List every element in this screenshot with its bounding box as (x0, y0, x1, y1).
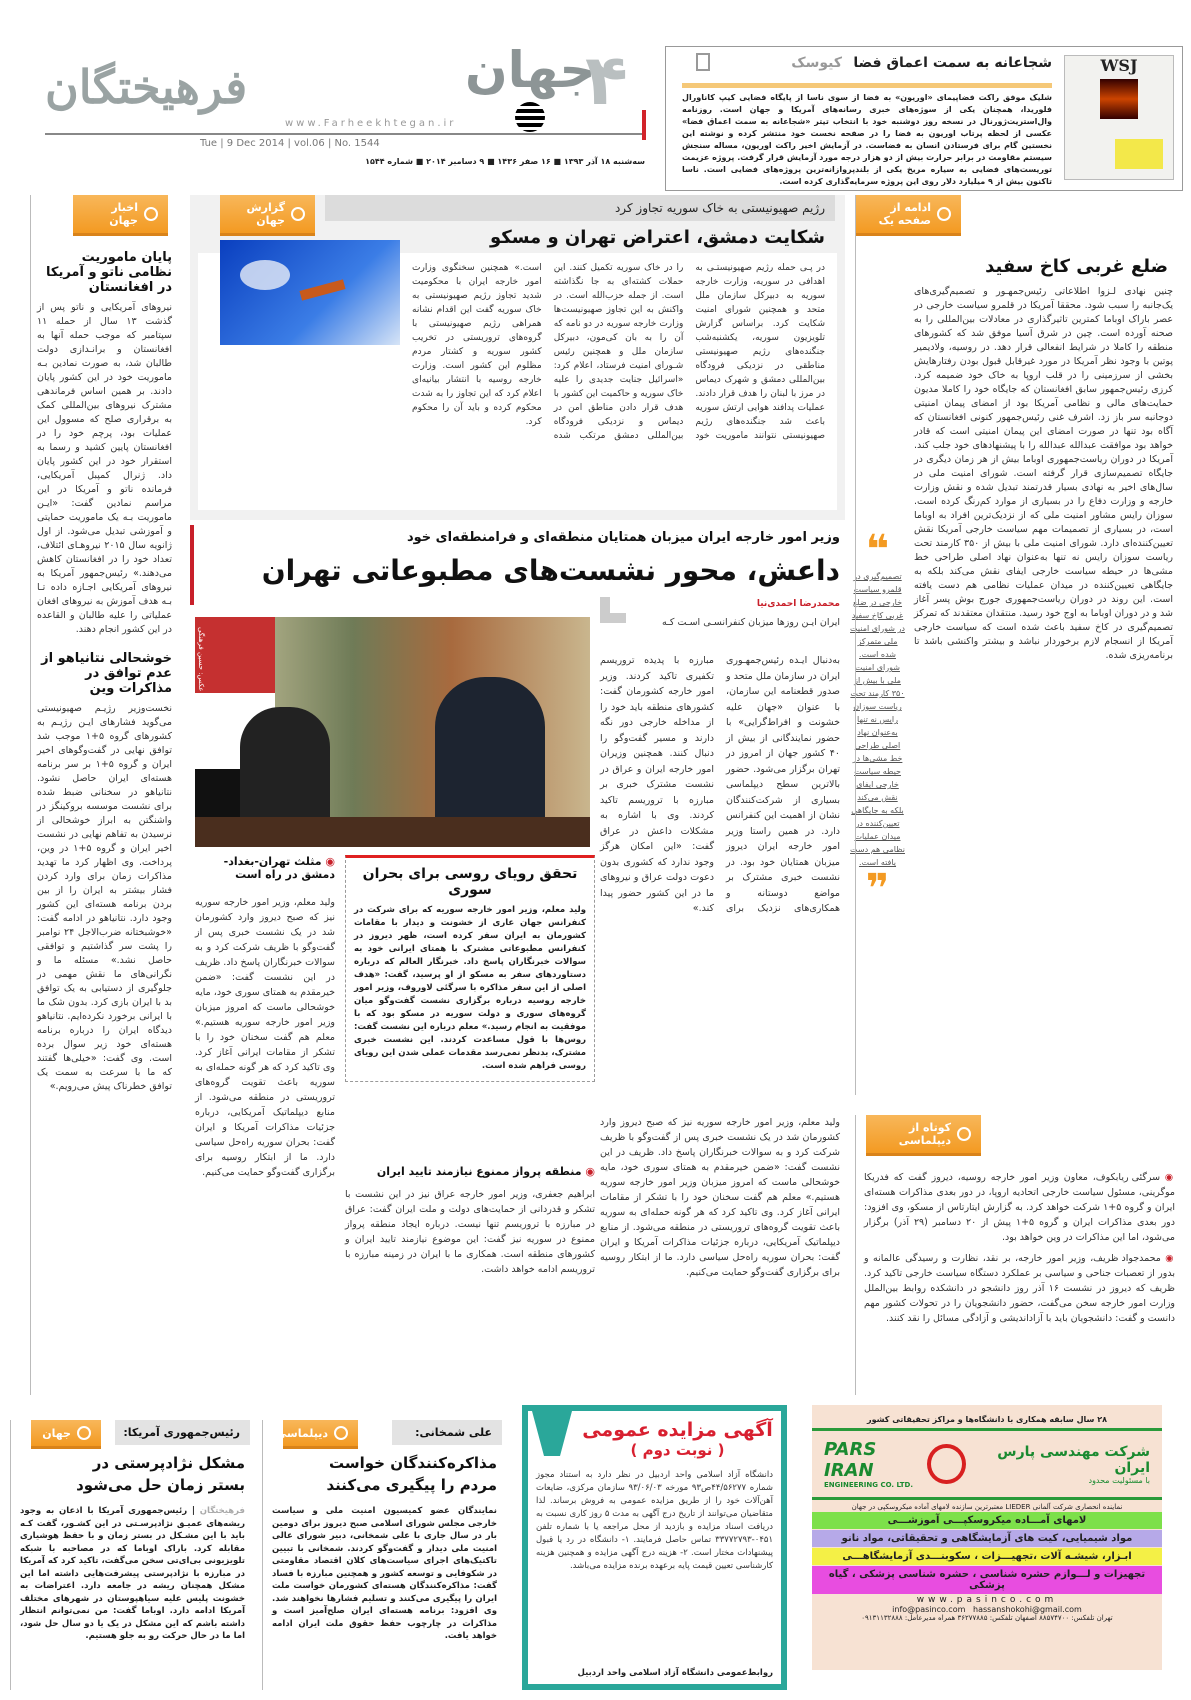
quote-close-icon: ❞ (865, 866, 890, 912)
article-title: پایان ماموریت نظامی ناتو و آمریکا در افغانستان (46, 250, 172, 295)
kiosk-title: شجاعانه به سمت اعماق فضا (853, 55, 1052, 71)
continued-tag: ادامه از صفحه یک (856, 195, 961, 236)
article-body: چنین نهادی لـزوا اطلاعاتی رئیس‌جمهـور و تصمیم‌گیری‌های یک‌جانبه را سبب شود. محققا آمریکا در قلمرو سیاست خارجی در عصر باراک اوباما کمترین تاثیرگذاری در معادلات بین‌المللی را به صحنه آورده است. چین در شرق آسیا موفق شد که کشورهای منطقه را کاملا در شرایط انفعالی قرار دهد. در روسیه، ولادیمیر پوتین با وجود نظر آمریکا در مورد غیرقابل قبول بودن رفتارهایش بخشی از سرزمینی را در قلب اروپا به خاک خود ضمیمه کرد. کرزی رئیس‌جمهور سابق افغانستان که جایگاه خود را کاملا مدیون حمایت‌های مالی و نظامی آمریکا بود از امضای پیمان امنیتی دوجانبه سر باز زد. اشرف غنی رئیس‌جمهور کنونی افغانستان که آگاه بود تنها در صورت امضای این پیمان امنیتی است که قادر خواهد بود موافقت عبدالله عبدالله را با پیشنهادهای خود جلب کند. آمریکا در دوران ریاست‌جمهوری اوباما بیش از هر زمان دیگری در جایگاه تصمیم‌سازی قرار گرفته است. شورای امنیت ملی در سال‌های اخیر به نهادی بسیار قدرتمند تبدیل شده و نقش وزارت خارجه و وزارت دفاع را در بسیاری از موارد کم‌رنگ کرده است. سوزان رایس مشاور امنیت ملی که از نزدیک‌ترین افراد به اوباما است، در بسیاری از تصمیمات مهم سیاست خارجی آمریکا نقش تعیین‌کننده‌ای دارد. شورای امنیت ملی با بیش از ۳۵۰ کارمند تحت ریاست سوزان رایس نه تنها به‌عنوان نهاد اصلی طراحی خط مشی‌ها در حیطه سیاست خارجی ایفای نقش می‌کند بلکه به جایگاهی تعیین‌کننده در میدان عملیات نظامی هم دست یافته است. این روند در دوران ریاست‌جمهوری جورج بوش پسر آغاز شد و در دوران اوباما به اوج خود رسید. منتقدان معتقدند که تمرکز تصمیم‌گیری در کاخ سفید باعث شده است که سیاست خارجی آمریکا از انسجام لازم برخوردار نباشد و بیشتر واکنشی باشد تا برنامه‌ریزی شده. (914, 286, 1173, 661)
brief-item: ◉ سرگئی ریابکوف، معاون وزیر امور خارجه روسیه، دیروز گفت که فدریکا موگرینی، مسئول سیاست خارجی اتحادیه اروپا، در دور بعدی مذاکرات هسته‌ای ایران و گروه ۵+۱ شرکت خواهد کرد. به گزارش ایتارتاس از مسکو، وی افزود: دور بعدی مذاکرات ایران و گروه ۵+۱ پیش از ۲۰ دسامبر (۲۹ آذر) برگزار می‌شود، اما این مذاکرات در وین خواهد بود. (864, 1172, 1175, 1243)
ad-footer: روابط‌عمومی دانشگاه آزاد اسلامی واحد اردبیل (577, 1668, 773, 1678)
report-kicker: رژیم صهیونیستی به خاک سوریه تجاوز کرد (325, 195, 835, 221)
photo-credit: عکس: حسین فرهنگی (197, 627, 205, 692)
newspaper-thumbnail: WSJ (1064, 55, 1174, 180)
ad-product-line: مواد شیمیایی، کیت های آزمایشگاهی و تحقیقاتی، مواد نانو (812, 1530, 1162, 1547)
section-title: جهان (465, 41, 596, 99)
quote-open-icon: ❝ (865, 527, 890, 573)
box-body: ولید معلم، وزیر امور خارجه سوریه که برای شرکت در کنفرانس جهان عاری از خشونت و دیدار با مقامات کشورمان به ایران سفر کرده است، ظهر دیروز در کنفرانس مطبوعاتی مشترک با همتای ایرانی خود به سوالات خبرنگاران پاسخ داد. خبرنگار العالم که درباره دستاوردهای سفر به مسکو از او پرسید، گفت: «هدف اصلی از این سفر مذاکره با سرگئی لاوروف، وزیر امور خارجه روسیه درباره برگزاری نشست گفت‌وگو میان گروه‌های سوری و دولت سوریه در مسکو بود که با موفقیت به انجام رسید.» معلم درباره این نشست گفت: روس‌ها با قول مساعدت کردند. این نشست خبری مشترک، بدنظر نمی‌رسد مقدمات عملی شدن این رویای روسی فراهم شده است. (354, 905, 586, 1071)
ad-body: دانشگاه آزاد اسلامی واحد اردبیل در نظر دارد به استناد مجوز شماره ۴۴/۵۶۲۷۷ص۹۳ مورخه ۹۳/۰۶/۰۳ سازمان مرکزی، ضایعات آهن‌آلات خود را از طریق مزایده عمومی به فروش برساند. لذا متقاضیان می‌توانند از تاریخ درج آگهی به مدت ۵ روز کاری نسبت به دریافت اسناد مزایده و بازدید از محل مراجعه یا با شماره تلفن ۰۴۵۱-۳۳۷۷۲۷۹۳ تماس حاصل فرمایند. ۱- دانشگاه در رد یا قبول پیشنهادات مختار است. ۲- هزینه درج آگهی مزایده و همچنین هزینه کارشناسی تعیین قیمت پایه برعهده برنده مزایده می‌باشد. (536, 1470, 774, 1571)
story-lead: ایران ایـن روزها میزبان کنفرانسـی اسـت کـه (662, 617, 840, 628)
white-house-article (855, 195, 1183, 1095)
kiosk-box (665, 46, 1183, 191)
diplomacy-brief (855, 1115, 1183, 1395)
brief-item: ◉ محمدجواد ظریف، وزیر امور خارجه، بر نقد، نظارت و رسیدگی عالمانه و بدور از تعصبات جناحی و سیاسی بر عملکرد دستگاه سیاست خارجی تاکید کرد. ظریف که دیروز در نشست ۱۶ آذر روز دانشجو در دانشکده روابط بین‌الملل وزارت امور خارجه سخن می‌گفت، حضور دانشجویان را در تحولات کشور مهم دانست و گفت: دانشجویان باید با آزاداندیشی و آزادگی مسائل را نقد کنند. (864, 1253, 1175, 1324)
globe-icon (144, 207, 158, 221)
ad-title: آگهی مزایده عمومی (582, 1419, 773, 1441)
chevron-icon: ◉ (1160, 1253, 1175, 1264)
story-body: به‌دنبال ایـده رئیس‌جمهـوری ایران در سازمان ملل متحد و صدور قطعنامه این سازمان، با عنوان «جهان علیه خشونت و افراط‌گرایی» با حضور نمایندگانی از بیش از ۴۰ کشور جهان از امروز در تهران برگزار می‌شود. حضور بالاترین سطح دیپلماسی بسیاری از شرکت‌کنندگان نشان از اهمیت این کنفرانس دارد. در همین راستا وزیر امور خارجه ایران دیروز میزبان همتایان خود بود. در نشست خبری مشترک بر مواضع دوستانه و همکاری‌های نزدیک برای مبارزه با پدیده تروریسم تکفیری تاکید کردند. وزیر امور خارجه کشورمان گفت: کشورهای منطقه باید خود را از مداخله خارجی دور نگه دارند و مسیر گفت‌وگو را دنبال کنند. همچنین وزیران امور خارجه ایران و عراق در نشست مشترک خبری بر مبارزه با تروریسم تاکید کردند. وی با اشاره به مشکلات داعش در عراق گفت: «این امکان هرگز وجود ندارد که کشوری بدون دعوت دولت عراق و نیروهای ما در این کشور حضور پیدا کند.» (600, 655, 840, 914)
story-body-cont: ولید معلم، وزیر امور خارجه سوریه نیز که صبح دیروز وارد کشورمان شد در یک نشست خبری پس از گفت‌وگو با ظریف شرکت کرد و به سوالات خبرنگاران پاسخ داد. ظریف در این نشست گفت: «ضمن خیرمقدم به همتای سوری خود، مایه خوشحالی ماست که امروز میزبان وزیر امور خارجه سوریه هستیم.» معلم هم گفت سخنان خود را با تشکر از مقامات ایرانی آغاز کرد. وی تاکید کرد که هر گونه حمله‌ای به سوریه باعث تقویت گروه‌های تروریستی در منطقه می‌شود. از منابع دیپلماتیک آمریکایی، درباره جزئیات مذاکرات آمریکا و ایران گفت: بحران سوریه راه‌حل سیاسی دارد. ما از ابتکار روسیه برای برگزاری گفت‌وگو حمایت می‌کنیم. (600, 1117, 840, 1278)
article-title: خوشحالی نتانیاهو از عدم توافق در مذاکرات وین (41, 651, 172, 696)
report-body: در پـی حمله رژیم صهیونیستـی به اهدافی در سوریه، وزارت خارجه سوریه به دبیرکل سازمان ملل متحد و همچنین شورای امنیت شکایت کرد. براساس گزارش تلویزیون سوریه، یکشنبه‌شب جنگنده‌های رژیم صهیونیستی مناطقی در نزدیکی فرودگاه بین‌المللی دمشق و شهرک دیماس در مرز با لبنان را هدف قرار دادند. عملیات پدافند هوایی ارتش سوریه باعث شد جنگنده‌های رژیم صهیونیستی نتوانند ماموریت خود را در خاک سوریه تکمیل کنند. این حملات کشته‌ای به جا نگذاشته است. از جمله حزب‌الله است. در واکنش به این تجاوز صهیونیست‌ها وزارت خارجه سوریه در دو نامه که آن را به بان کی‌مون، دبیرکل سازمان ملل و همچنین رئیس شـورای امنیت فرستاد، اعلام کرد: «اسرائیل جنایت جدیدی را علیه خاک سوریه و حاکمیت این کشور با هدف قرار دادن مناطق امن در دیماس و نزدیکی فرودگاه بین‌المللی دمشق مرتکب شده است.» همچنین سخنگوی وزارت امور خارجه ایران با محکومیت شدید تجاوز رژیم صهیونیستی به خاک سوریه گفت این اقدام نشانه همراهی رژیم صهیونیستی با گروه‌های تروریستی در تخریب کشور سوریه و کشتار مردم مظلوم این کشور است. وزارت خارجه روسیه با انتشار بیانیه‌ای اعلام کرد که این تجاوز را به شدت محکوم کرده و باید آن را محکوم کرد. (412, 263, 825, 441)
box-title: تحقق رویای روسی برای بحران سوری (362, 866, 578, 898)
main-story (190, 525, 845, 1395)
article-title: ضلع غربی کاخ سفید (985, 256, 1168, 277)
world-news-tag: اخبار جهان (73, 195, 168, 236)
website-url: www.Farheekhtegan.ir (285, 118, 457, 129)
article-body: فرهیختگان | رئیس‌جمهوری آمریکا با اذعان به وجود ریشه‌های عمیـق نژادپرسـتی در این کشـور، گفت کـه باید با این مشـکل در بستر زمان و با حفظ هوشیاری مقابله کرد. باراک اوباما که در مصاحبه با شبکه تلویزیونی بی‌ای‌تی سخن می‌گفت، تاکید کرد که آمریکا در مبارزه با نژادپرستی پیشرفت‌هایی داشته اما این مشکل همچنان ریشه در جامعه دارد. اعتراضات به خشونت پلیس علیه سیاهپوستان در شهرهای مختلف آمریکا ادامه دارد. اوباما گفت: من نمی‌توانم انتظار داشته باشم که این مشکل در یک یا دو سال حل شود، اما ما در حال حرکت رو به جلو هستیم. (20, 1506, 245, 1641)
byline: محمدرضا احمدی‌نیا (756, 599, 840, 609)
pars-iran-logo (927, 1444, 966, 1484)
subhead-1-body: ولید معلم، وزیر امور خارجه سوریه نیز که صبح دیروز وارد کشورمان شد در یک نشست خبری پس از گفت‌وگو با ظریف شرکت کرد و به سوالات خبرنگاران پاسخ داد. ظریف در این نشست گفت: «ضمن خیرمقدم به همتای سوری خود، مایه خوشحالی ماست که امروز میزبان وزیر امور خارجه سوریه هستیم.» معلم هم گفت سخنان خود را با تشکر از مقامات ایرانی آغاز کرد. وی تاکید کرد که هر گونه حمله‌ای به سوریه باعث تقویت گروه‌های تروریستی در منطقه می‌شود. از منابع دیپلماتیک آمریکایی، درباره جزئیات مذاکرات آمریکا و ایران گفت: بحران سوریه راه‌حل سیاسی دارد. ما از ابتکار روسیه برای برگزاری گفت‌وگو حمایت می‌کنیم. (195, 897, 335, 1178)
university-logo (532, 1411, 572, 1456)
article-title: مشکل نژادپرستی در بستر زمان حل می‌شود (76, 1454, 245, 1494)
bottom-world: جهان رئیس‌جمهوری آمریکا: مشکل نژادپرستی در بستر زمان حل می‌شود فرهیختگان | رئیس‌جمهوری آمریکا با اذعان به وجود ریشه‌های عمیـق نژادپرسـتی در این کشـور، گفت کـه باید با این مشـکل در بستر زمان و با حفظ هوشیاری مقابله کرد. باراک اوباما که در مصاحبه با شبکه تلویزیونی بی‌ای‌تی سخن می‌گفت، تاکید کرد که آمریکا در مبارزه با نژادپرستی پیشرفت‌هایی داشته اما این مشکل همچنان ریشه در جامعه دارد. اعتراضات به خشونت پلیس علیه سیاهپوستان در شهرهای مختلف آمریکا ادامه دارد. اوباما گفت: من نمی‌توانم انتظار داشته باشم که این مشکل در یک یا دو سال حل شود، اما ما در حال حرکت رو به جلو هستیم. (10, 1420, 250, 1690)
main-photo (195, 617, 590, 847)
jet-photo (220, 240, 400, 345)
kiosk-body: شلیک موفق راکت فضاپیمای «اوریون» به فضا از سوی ناسا از پایگاه فضایی کیپ کاناورال فلوریدا، همچنان یکی از سوژه‌های خبری رسانه‌های آمریکا و جهان است. روزنامه وال‌استریت‌ژورنال در نسخه روز دوشنبه خود با انتخاب تیتر «شجاعانه به سمت اعماق فضا» عکسی از لحظه پرتاب اوریون به فضا را در صفحه نخست خود منتشر کرده و نوشته این نخستین گام برای فرستادن انسان به فضاست. در آزمایش اخیر راکت اوریون، مساله سنجش سیستم مقاومت در برابر حرارت بیش از دو هزار درجه مورد آزمایش قرار گرفت. پروژه عزیمت توریست‌های فضایی به سیاره مریخ یکی از بلندپروازانه‌ترین پروژه‌های فضایی است. ناسا تاکنون بیش از ۹ میلیارد دلار روی این پروژه سرمایه‌گذاری کرده است. (682, 93, 1052, 186)
world-news-column (30, 195, 178, 1395)
pars-iran-ad: ۲۸ سال سابقه همکاری با دانشگاه‌ها و مراکز تحقیقاتی کشور PARS IRAN ENGINEERING CO. LTD. شرکت مهندسی پارس ایران با مسئولیت محدود نماینده انحصاری شرکت آلمانی LIEDER معتبرترین سازنده لامهای آماده میکروسکپی در جهان لامهای آمـــاده میکروسکپـــی آموزشـــی مواد شیمیایی، کیت های آزمایشگاهی و تحقیقاتی، مواد نانو ابـزار، شیشـه آلات ،تجهیـــزات ، سکوبنـــدی آزمایشگاهـــی تجهیزات و لـــوازم حشره شناسی ، حشره شناسی پزشکی ، گیاه پزشکی www.pasinco.com info@pasinco.com hassanshokohi@gmail.com تهران تلفکس: ۸۸۵۷۴۷۰۰ اصفهان تلفکس: ۳۶۲۷۷۸۸۵ همراه مدیرعامل: ۰۹۱۳۱۱۳۲۸۸۸ (812, 1405, 1162, 1670)
report-title: شکایت دمشق، اعتراض تهران و مسکو (489, 227, 825, 248)
chevron-icon: ◉ (321, 855, 335, 868)
article-body: نخست‌وزیر رژیـم صهیونیستی می‌گوید فشارهای ایـن رژیـم به کشورهای گروه ۵+۱ موجب شد توافق نهایی در گفت‌وگوهای اخیر ایران و گروه ۵+۱ بر سر برنامه هسته‌ای ایران حاصل نشود. نتانیاهو در سخنانی ضبط شده برای نشست موسسه بروکینگز در واشنگتن به ابراز خوشحالی از نرسیدن به تفاهم نهایی در نشست اخیر ایران و گروه ۵+۱ در وین، پرداخت. وی اظهار کرد ما تهدید مذاکرات زمان برای وارد کردن فشار بیشتر به ایران را از بین بردن برنامه هسته‌ای این کشور وجود دارد. نتانیاهو در ادامه گفت: «خوشبختانه ضرب‌الاجل ۲۴ نوامبر را پشت سر گذاشتیم و توافقی حاصل نشد.» مسئله ما و نگرانی‌های ما نقش مهمی در جلوگیری از دستیابی به یک توافق بد با ایران بازی کرد. بدون شک ما با ایرانی برخورد نکرده‌ایم. نتانیاهو دیدگاه ایران را درباره برنامه هسته‌ای خود زیر سوال برده است. وی گفت: «خیلی‌ها گفتند که ما با سرعت به سمت یک توافق خطرناک پیش می‌رویم.» (37, 703, 173, 1092)
chevron-icon: ◉ (1160, 1172, 1175, 1183)
bottom-diplomacy: دیپلماسی علی شمخانی: مذاکره‌کنندگان خواست مردم را پیگیری می‌کنند نمایندگان عضو کمیسیون امنیت ملی و سیاست خارجی مجلس شورای اسلامی صبح دیروز برای دومین بار در سال جاری با علی شمخانی، دبیر شورای عالی امنیت ملی دیدار و گفت‌وگو کردند. شمخانی با تبیین تاکتیک‌های اجرای سیاست‌های کلان اقتصاد مقاومتی در شکوفایی و توسعه کشور و همچنین مبارزه با فساد گفت: مذاکره‌کنندگان هسته‌ای کشورمان خواست ملت ایران را پیگیری می‌کنند و تسلیم فشارها نخواهند شد. وی افزود: برنامه هسته‌ای ایران صلح‌آمیز است و مذاکرات در چارچوب حفظ حقوق ملت ایران ادامه خواهد یافت. (262, 1420, 502, 1690)
brand-english: PARS IRAN (824, 1439, 877, 1481)
story-kicker: وزیر امور خارجه ایران میزبان همتایان منطقه‌ای و فرامنطقه‌ای خود (406, 530, 840, 545)
brand-persian: شرکت مهندسی پارس ایران (997, 1443, 1150, 1476)
date-persian: سه‌شنبه ۱۸ آذر ۱۳۹۳ ■ ۱۶ صفر ۱۴۳۶ ■ ۹ دسامبر ۲۰۱۴ ■ شماره ۱۵۴۴ (365, 157, 645, 166)
page-number: ۴ (585, 39, 628, 121)
mic-icon (334, 1426, 348, 1440)
subhead-1: ◉ مثلث تهران-بغداد-دمشق در راه است (223, 855, 335, 881)
article-body: نمایندگان عضو کمیسیون امنیت ملی و سیاست خارجی مجلس شورای اسلامی صبح دیروز برای دومین بار در سال جاری با علی شمخانی، دبیر شورای عالی امنیت ملی دیدار و گفت‌وگو کردند. شمخانی با تبیین تاکتیک‌های اجرای سیاست‌های کلان اقتصاد مقاومتی در شکوفایی و توسعه کشور و همچنین مبارزه با فساد گفت: مذاکره‌کنندگان هسته‌ای کشورمان خواست ملت ایران را پیگیری می‌کنند و تسلیم فشارها نخواهند شد. وی افزود: برنامه هسته‌ای ایران صلح‌آمیز است و مذاکرات در چارچوب حفظ حقوق ملت ایران ادامه خواهد یافت. (272, 1506, 497, 1641)
masthead (45, 40, 645, 180)
auction-ad (522, 1405, 787, 1690)
globe-icon (515, 102, 545, 132)
continue-icon (937, 207, 951, 221)
ad-product-line: لامهای آمـــاده میکروسکپـــی آموزشـــی (812, 1512, 1162, 1529)
story-title: داعش، محور نشست‌های مطبوعاتی تهران (261, 554, 840, 587)
chevron-icon: ◉ (581, 1165, 595, 1178)
pull-quote: ❝ تصمیم‌گیری در قلمرو سیاست خارجی در ضلع غربی کاخ سفید در شورای امنیت ملی متمرکز شده است. شورای امنیت ملی با بیش از ۳۵۰ کارمند تحت ریاست سوزان رایس نه تنها به‌عنوان نهاد اصلی طراحی خط مشی‌ها در حیطه سیاست خارجی ایفای نقش می‌کند بلکه به جایگاهی تعیین‌کننده در میدان عملیات نظامی هم دست یافته است. ❞ (850, 527, 905, 912)
kiosk-label: کیوسک (791, 55, 842, 71)
article-title: مذاکره‌کنندگان خواست مردم را پیگیری می‌کنند (326, 1454, 497, 1494)
subhead-2: ◉ منطقه پرواز ممنوع نیازمند تایید ایران (376, 1165, 595, 1178)
syria-report (190, 195, 845, 520)
article-body: نیروهای آمریکایی و ناتو پس از گذشت ۱۳ سال از حمله ۱۱ سپتامبر که موجب حمله آنها به افغانستان و برانـدازی دولت طالبان شد، به صورت نمادین بـه ماموریت خود در این کشور پایان دادند. بر همین اساس فرماندهی مشترک نیروهای بین‌المللی کمک به برقراری صلح که مسوول این عملیات بود، پرچم خود را در افغانستان پایین کشید و رسما به استقرار خود در این کشور پایان داد. ژنرال کمپبل آمریکایی، فرمانده ناتو و آمریکا در این مراسم نمادین گفت: «ایـن ماموریت بـه یک ماموریت حمایتی و آموزشی تبدیل می‌شود. از اول ژانویه سال ۲۰۱۵ نیروهـای ائتلاف، تعداد خود را در افغانستان کاهش می‌دهند.» رئیس‌جمهور آمریکا به نیروهای آمریکایی اجـازه داده تـا بـه هدف آموزش به نیروهای افغان عملیاتی را علیه طالبان و القاعده در این کشور انجام دهند. (37, 302, 172, 635)
brief-tag: کوتاه از دیپلماسی (866, 1115, 981, 1156)
ad-product-line: ابـزار، شیشـه آلات ،تجهیـــزات ، سکوبنـــدی آزمایشگاهـــی (812, 1548, 1162, 1565)
report-icon (291, 207, 305, 221)
newspaper-logo: فرهیختگان (45, 60, 248, 114)
report-tag: گزارش جهان (220, 195, 315, 236)
mic-icon (77, 1426, 91, 1440)
subhead-2-body: ابراهیم جعفری، وزیر امور خارجه عراق نیز در این نشست با تشکر و قدردانی از حمایت‌های دولت و ملت ایران گفت: عراق در مبارزه با تروریسم تنها نیست. درباره ایجاد منطقه پرواز ممنوع در سوریه نیز گفت: این موضوع نیازمند تایید ایران و کشورهای منطقه است. همکاری ما با ایران در زمینه مبارزه با تروریسم ادامه خواهد داشت. (345, 1189, 595, 1275)
date-english: Tue | 9 Dec 2014 | vol.06 | No. 1544 (200, 138, 380, 149)
document-icon (696, 53, 710, 71)
ad-subtitle: ( نوبت دوم ) (630, 1441, 725, 1459)
russian-dream-box (345, 855, 595, 1082)
diplomacy-icon (957, 1127, 971, 1141)
ad-product-line: تجهیزات و لـــوازم حشره شناسی ، حشره شناسی پزشکی ، گیاه پزشکی (812, 1566, 1162, 1594)
